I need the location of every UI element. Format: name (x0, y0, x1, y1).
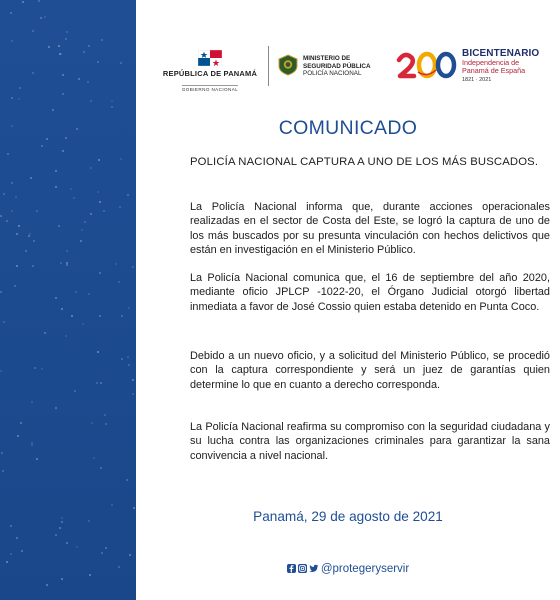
sidebar-speckle (96, 382, 98, 384)
sidebar-speckle (22, 1, 24, 3)
sidebar-speckle (55, 534, 57, 536)
sidebar-speckle (132, 379, 134, 381)
sidebar-speckle (59, 527, 61, 529)
sidebar-speckle (31, 401, 33, 403)
sidebar-speckle (90, 213, 92, 215)
sidebar-speckle (66, 250, 68, 252)
paragraph-4: La Policía Nacional reafirma su compromiso con la seguridad ciudadana y su lucha contra las organizaciones criminales para garantizar la sana convivencia a nivel nacional. (190, 421, 550, 462)
sidebar-speckle (83, 51, 85, 53)
sidebar-speckle (103, 210, 105, 212)
sidebar-speckle (31, 444, 33, 446)
sidebar-speckle (119, 206, 121, 208)
sidebar-speckle (20, 422, 22, 424)
sidebar-speckle (65, 137, 67, 139)
sidebar-speckle (99, 315, 101, 317)
sidebar-speckle (7, 153, 9, 155)
bicentenario-title: BICENTENARIO (462, 48, 540, 59)
sidebar-speckle (0, 215, 2, 217)
sidebar-speckle (18, 98, 20, 100)
sidebar-speckle (84, 221, 86, 223)
facebook-icon[interactable] (287, 564, 296, 573)
sidebar-speckle (55, 170, 57, 172)
sidebar-speckle (73, 197, 75, 199)
bicentenario-line-1: Independencia de (462, 58, 520, 67)
ministry-line-1: MINISTERIO DE (303, 55, 351, 62)
sidebar-speckle (75, 291, 77, 293)
sidebar-speckle (3, 321, 5, 323)
sidebar-speckle (48, 46, 50, 48)
sidebar-speckle (0, 291, 2, 293)
sidebar-speckle (62, 93, 64, 95)
sidebar-speckle (127, 194, 129, 196)
sidebar-speckle (129, 554, 131, 556)
sidebar-speckle (55, 297, 57, 299)
sidebar-speckle (62, 150, 64, 152)
social-handle[interactable]: @protegeryservir (320, 563, 410, 575)
sidebar-speckle (91, 422, 93, 424)
sidebar-speckle (99, 272, 101, 274)
sidebar-speckle (78, 78, 80, 80)
sidebar-speckle (55, 186, 57, 188)
sidebar-speckle (11, 210, 13, 212)
sidebar-speckle (104, 414, 106, 416)
sidebar-speckle (88, 293, 90, 295)
sidebar-speckle (82, 323, 84, 325)
sidebar-speckle (1, 452, 3, 454)
sidebar-speckle (33, 240, 35, 242)
sidebar-speckle (62, 74, 64, 76)
sidebar-speckle (36, 458, 38, 460)
sidebar-speckle (90, 100, 92, 102)
sidebar-speckle (44, 16, 46, 18)
bicentenario-years: 1821 · 2021 (462, 76, 492, 83)
sidebar-speckle (61, 578, 63, 580)
document-signoff: Panamá, 29 de agosto de 2021 (253, 509, 443, 524)
sidebar-speckle (11, 182, 13, 184)
sidebar-speckle (21, 550, 23, 552)
sidebar-speckle (111, 100, 113, 102)
sidebar-speckle (127, 356, 129, 358)
sidebar-speckle (65, 335, 67, 337)
sidebar-speckle (52, 109, 54, 111)
sidebar-speckle (2, 470, 4, 472)
sidebar-speckle (6, 561, 8, 563)
sidebar-speckle (70, 188, 72, 190)
sidebar-speckle (115, 263, 117, 265)
sidebar-speckle (61, 517, 63, 519)
sidebar-speckle (18, 225, 20, 227)
sidebar-speckle (40, 17, 42, 19)
sidebar-speckle (34, 367, 36, 369)
sidebar-speckle (41, 145, 43, 147)
sidebar-speckle (17, 435, 19, 437)
sidebar-speckle (89, 574, 91, 576)
sidebar-speckle (132, 266, 134, 268)
sidebar-speckle (32, 265, 34, 267)
sidebar-speckle (59, 53, 61, 55)
header-logos (136, 44, 560, 92)
sidebar-speckle (76, 128, 78, 130)
document-subheadline: POLICÍA NACIONAL CAPTURA A UNO DE LOS MÁS BUSCADOS. (190, 156, 539, 168)
sidebar-speckle (97, 191, 99, 193)
sidebar-speckle (88, 45, 90, 47)
paragraph-1: La Policía Nacional informa que, durante acciones operacionales realizadas en el sector de Costa del Este, se logró la captura de uno de los más buscados por su presunta vinculación con hechos delictivos que están en investigación en el Ministerio Público. (190, 201, 550, 256)
sidebar-speckle (65, 38, 67, 40)
sidebar-speckle (120, 62, 122, 64)
sidebar-speckle (66, 264, 68, 266)
sidebar-speckle (132, 393, 134, 395)
sidebar-speckle (128, 307, 130, 309)
sidebar-speckle (6, 220, 8, 222)
sidebar-speckle (11, 97, 13, 99)
gov-title: REPÚBLICA DE PANAMÁ (162, 69, 258, 78)
sidebar-speckle (25, 250, 27, 252)
sidebar-speckle (121, 315, 123, 317)
sidebar-speckle (120, 158, 122, 160)
document-headline: COMUNICADO (278, 117, 418, 139)
sidebar-speckle (32, 30, 34, 32)
sidebar-speckle (58, 45, 60, 47)
sidebar-speckle (28, 235, 30, 237)
gov-subtitle: GOBIERNO NACIONAL (181, 87, 239, 92)
sidebar-speckle (61, 308, 63, 310)
sidebar-speckle (128, 364, 130, 366)
sidebar-speckle (58, 225, 60, 227)
twitter-icon[interactable] (309, 564, 319, 573)
sidebar-speckle (111, 504, 113, 506)
sidebar-speckle (60, 262, 62, 264)
instagram-icon[interactable] (298, 564, 307, 573)
header-divider (268, 46, 269, 86)
bicentenario-logo (396, 48, 556, 90)
sidebar-speckle (101, 39, 103, 41)
sidebar-speckle (38, 0, 40, 2)
sidebar-speckle (16, 233, 18, 235)
sidebar-speckle (118, 281, 120, 283)
sidebar-speckle (36, 210, 38, 212)
sidebar-speckle (29, 233, 31, 235)
sidebar-speckle (15, 196, 17, 198)
sidebar-speckle (97, 351, 99, 353)
paragraph-3: Debido a un nuevo oficio, y a solicitud del Ministerio Público, se procedió con la captura correspondiente y será un juez de garantías quien determine lo que en cuanto a derecho corresponda. (190, 350, 550, 391)
document-page (136, 0, 560, 600)
sidebar-speckle (46, 138, 48, 140)
bicentenario-200-icon (396, 50, 458, 80)
sidebar-speckle (10, 12, 12, 14)
sidebar-speckle (88, 520, 90, 522)
sidebar-speckle (111, 106, 113, 108)
sidebar-speckle (11, 40, 13, 42)
sidebar-speckle (31, 442, 33, 444)
sidebar-speckle (87, 81, 89, 83)
sidebar-speckle (10, 525, 12, 527)
paragraph-2: La Policía Nacional comunica que, el 16 de septiembre del año 2020, mediante oficio JPLCP -1022-20, el Órgano Judicial otorgó libertad inmediata a favor de José Cossio quien estaba detenido en Punta Coco. (190, 272, 550, 313)
sidebar-speckle (66, 542, 68, 544)
sidebar-speckle (93, 457, 95, 459)
sidebar-speckle (101, 552, 103, 554)
ministerio-logo (277, 54, 387, 84)
sidebar-speckle (55, 407, 57, 409)
sidebar-speckle (126, 479, 128, 481)
sidebar-speckle (81, 229, 83, 231)
ministry-line-2: SEGURIDAD PÚBLICA (303, 62, 371, 70)
sidebar-speckle (66, 31, 68, 33)
bicentenario-line-2: Panamá de España (462, 66, 526, 76)
sidebar-speckle (80, 240, 82, 242)
sidebar-speckle (100, 467, 102, 469)
sidebar-speckle (0, 370, 2, 372)
decorative-sidebar (0, 0, 136, 600)
sidebar-speckle (76, 546, 78, 548)
panama-flag-icon (198, 50, 222, 66)
sidebar-speckle (105, 423, 107, 425)
ministry-line-3: POLICÍA NACIONAL (303, 70, 362, 77)
sidebar-speckle (32, 72, 34, 74)
sidebar-speckle (41, 368, 43, 370)
sidebar-speckle (46, 584, 48, 586)
sidebar-speckle (105, 547, 107, 549)
sidebar-speckle (44, 332, 46, 334)
social-footer (136, 563, 560, 575)
sidebar-speckle (10, 553, 12, 555)
sidebar-speckle (19, 87, 21, 89)
sidebar-speckle (133, 507, 135, 509)
sidebar-speckle (16, 265, 18, 267)
sidebar-speckle (30, 177, 32, 179)
sidebar-speckle (14, 285, 16, 287)
sidebar-speckle (74, 390, 76, 392)
sidebar-speckle (118, 566, 120, 568)
sidebar-speckle (98, 159, 100, 161)
sidebar-speckle (90, 167, 92, 169)
sidebar-speckle (61, 521, 63, 523)
police-badge-icon (277, 54, 299, 76)
sidebar-speckle (3, 193, 5, 195)
republica-panama-logo (156, 44, 264, 96)
sidebar-speckle (11, 125, 13, 127)
sidebar-speckle (71, 315, 73, 317)
sidebar-speckle (121, 358, 123, 360)
sidebar-speckle (16, 537, 18, 539)
sidebar-speckle (97, 61, 99, 63)
sidebar-speckle (100, 382, 102, 384)
sidebar-speckle (99, 201, 101, 203)
